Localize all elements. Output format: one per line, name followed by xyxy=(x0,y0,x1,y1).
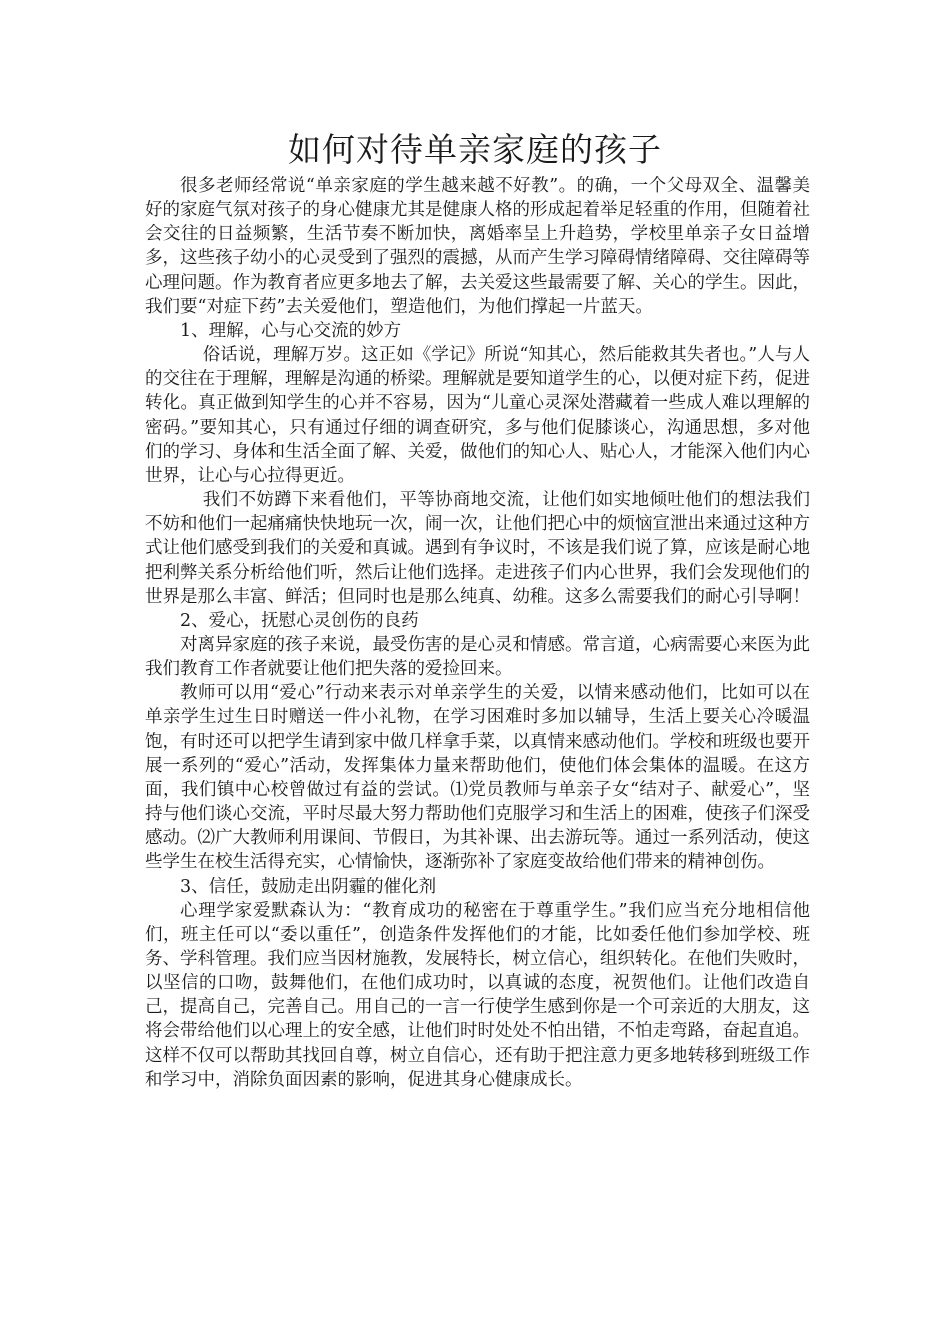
section-heading: 1、理解，心与心交流的妙方 xyxy=(180,320,402,341)
document-body xyxy=(145,174,810,1092)
paragraph: 俗话说，理解万岁。这正如《学记》所说“知其心，然后能救其失者也。”人与人的交往在于理解，理解是沟通的桥梁。理解就是要知道学生的心，以便对症下药，促进转化。真正做到知学生的心并不容易，因为“儿童心灵深处潜藏着一些成人难以理解的密码。”要知其心，只有通过仔细的调查研究，多与他们促膝谈心，沟通思想，多对他们的学习、身体和生活全面了解、关爱，做他们的知心人、贴心人，才能深入他们内心世界，让心与心拉得更近。 xyxy=(145,345,810,486)
section-heading: 3、信任，鼓励走出阴霾的催化剂 xyxy=(180,876,437,897)
paragraph: 我们不妨蹲下来看他们，平等协商地交流，让他们如实地倾吐他们的想法我们不妨和他们一起痛痛快快地玩一次，闹一次，让他们把心中的烦恼宣泄出来通过这种方式让他们感受到我们的关爱和真诚。遇到有争议时，不该是我们说了算，应该是耐心地把利弊关系分析给他们听，然后让他们选择。走进孩子们内心世界，我们会发现他们的世界是那么丰富、鲜活；但同时也是那么纯真、幼稚。这多么需要我们的耐心引导啊！ xyxy=(145,490,810,607)
section-heading: 2、爱心，抚慰心灵创伤的良药 xyxy=(180,610,419,631)
paragraph: 心理学家爱默森认为：“教育成功的秘密在于尊重学生。”我们应当充分地相信他们，班主任可以“委以重任”，创造条件发挥他们的才能，比如委任他们参加学校、班务、学科管理。我们应当因材施教，发展特长，树立信心，组织转化。在他们失败时，以坚信的口吻，鼓舞他们，在他们成功时，以真诚的态度，祝贺他们。让他们改造自己，提高自己，完善自己。用自己的一言一行使学生感到你是一个可亲近的大朋友，这将会带给他们以心理上的安全感，让他们时时处处不怕出错，不怕走弯路，奋起直追。这样不仅可以帮助其找回自尊，树立自信心，还有助于把注意力更多地转移到班级工作和学习中，消除负面因素的影响，促进其身心健康成长。 xyxy=(145,900,810,1090)
page-title: 如何对待单亲家庭的孩子 xyxy=(288,130,662,169)
paragraph: 对离异家庭的孩子来说，最受伤害的是心灵和情感。常言道，心病需要心来医为此我们教育工作者就要让他们把失落的爱捡回来。 xyxy=(145,634,810,680)
paragraph: 很多老师经常说“单亲家庭的学生越来越不好教”。的确，一个父母双全、温馨美好的家庭气氛对孩子的身心健康尤其是健康人格的形成起着举足轻重的作用，但随着社会交往的日益频繁，生活节奏不断加快，离婚率呈上升趋势，学校里单亲子女日益增多，这些孩子幼小的心灵受到了强烈的震撼，从而产生学习障碍情绪障碍、交往障碍等心理问题。作为教育者应更多地去了解，去关爱这些最需要了解、关心的学生。因此，我们要“对症下药”去关爱他们，塑造他们，为他们撑起一片蓝天。 xyxy=(145,176,810,317)
paragraph: 教师可以用“爱心”行动来表示对单亲学生的关爱，以情来感动他们，比如可以在单亲学生过生日时赠送一件小礼物，在学习困难时多加以辅导，生活上要关心冷暖温饱，有时还可以把学生请到家中做几样拿手菜，以真情来感动他们。学校和班级也要开展一系列的“爱心”活动，发挥集体力量来帮助他们，使他们体会集体的温暖。在这方面，我们镇中心校曾做过有益的尝试。⑴党员教师与单亲子女“结对子、献爱心”，坚持与他们谈心交流，平时尽最大努力帮助他们克服学习和生活上的困难，使孩子们深受感动。⑵广大教师利用课间、节假日，为其补课、出去游玩等。通过一系列活动，使这些学生在校生活得充实，心情愉快，逐渐弥补了家庭变故给他们带来的精神创伤。 xyxy=(145,683,810,873)
